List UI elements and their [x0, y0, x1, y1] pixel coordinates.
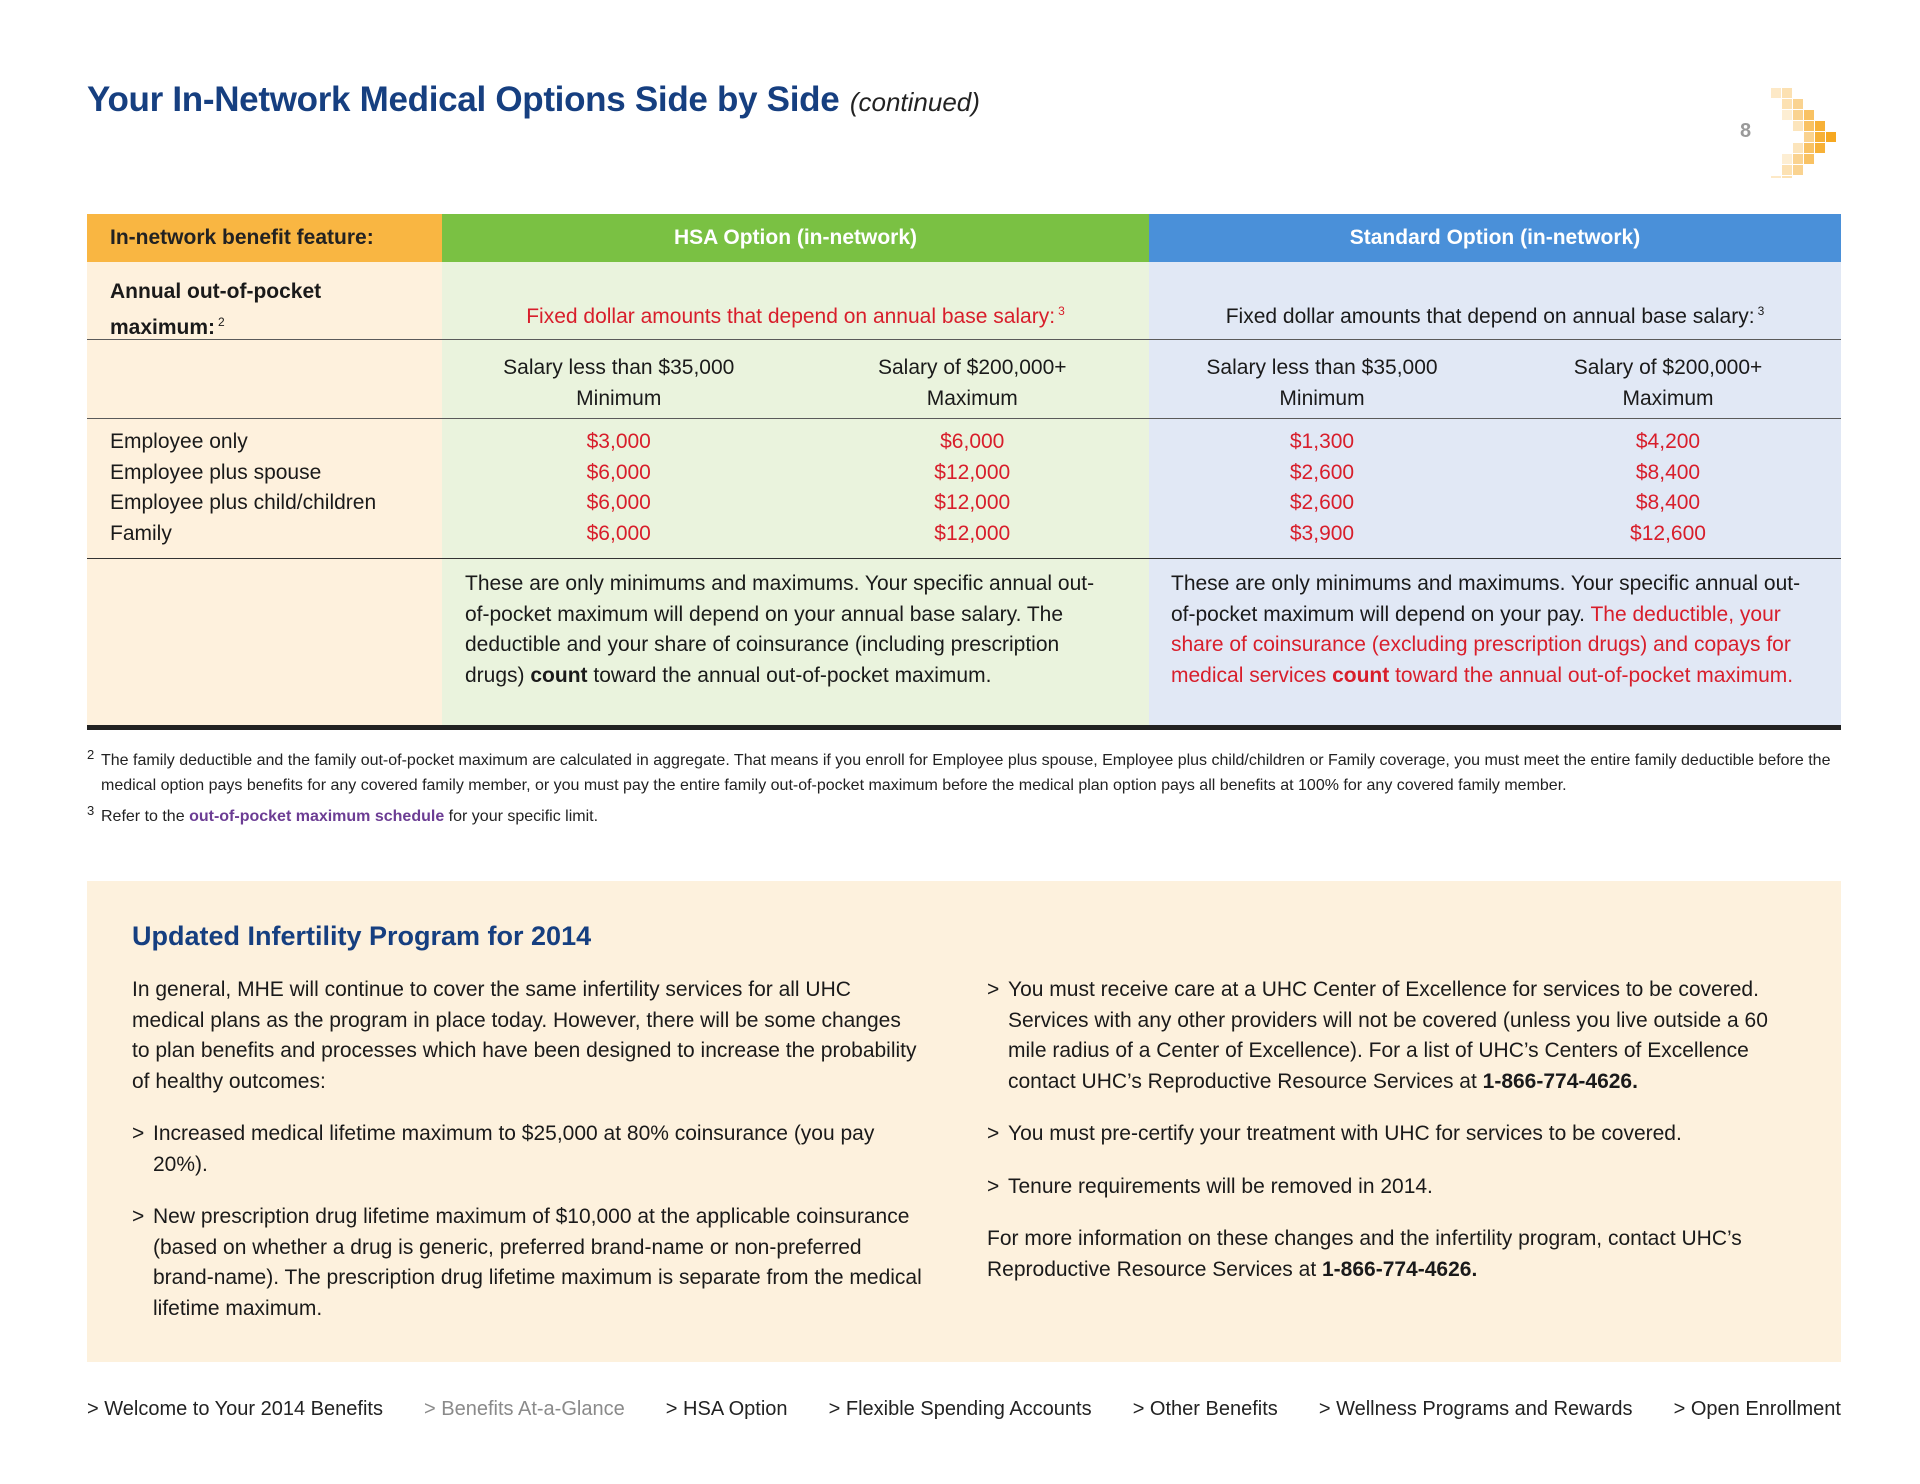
value-cell: $4,200 — [1635, 430, 1701, 453]
value-cell: $3,900 — [1289, 521, 1355, 545]
value-cell: $8,400 — [1635, 491, 1701, 514]
logo-square — [1815, 121, 1825, 131]
page-title-suffix: (continued) — [849, 87, 980, 117]
nav-link-hsa-option[interactable]: > HSA Option — [665, 1398, 788, 1420]
logo-square — [1782, 110, 1792, 120]
std-note: These are only minimums and maximums. Your specific annual out-of-pocket maximum will depend on your pay. The deductible, your share of coinsurance (excluding prescription drugs) and copays for medical services count toward the annual out-of-pocket maximum. — [1171, 572, 1801, 687]
footnote-3: 3 Refer to the out-of-pocket maximum schedule for your specific limit. — [87, 803, 599, 825]
value-cell: $12,000 — [934, 521, 1011, 545]
logo-square — [1771, 176, 1781, 178]
logo-square — [1804, 110, 1814, 120]
header-feature: In-network benefit feature: — [87, 214, 442, 262]
logo-square — [1793, 154, 1803, 164]
infertility-right-column — [987, 975, 1807, 1307]
value-cell: $6,000 — [586, 491, 651, 514]
hsa-minimum-values — [442, 427, 796, 549]
value-cell: $6,000 — [586, 521, 651, 545]
list-item: > You must receive care at a UHC Center of Excellence for services to be covered. Services with any other providers will not be covered (unless you live outside a 60 mile radius of a Center of Excellence). For a list of UHC’s Centers of Excellence contact UHC’s Reproductive Resource Services at 1-866-774-4626. — [987, 978, 1768, 1093]
hsa-low-salary-subhead: Salary less than $35,000 Minimum — [503, 356, 735, 410]
value-cell: $3,000 — [586, 430, 651, 453]
table-row-oop — [87, 262, 1841, 340]
phone-number: 1-866-774-4626. — [1322, 1257, 1478, 1281]
logo-square — [1804, 143, 1814, 153]
table-header-row — [87, 214, 1841, 262]
hsa-note: These are only minimums and maximums. Your specific annual out-of-pocket maximum will depend on your annual base salary. The deductible and your share of coinsurance (including prescription drugs) count toward the annual out-of-pocket maximum. — [465, 572, 1095, 687]
table-row-notes — [87, 558, 1841, 730]
value-cell: $12,000 — [934, 460, 1011, 484]
logo-square — [1793, 143, 1803, 153]
nav-link-wellness[interactable]: > Wellness Programs and Rewards — [1318, 1398, 1633, 1420]
oop-label: Annual out-of-pocket maximum: $^2$ — [110, 280, 322, 339]
infertility-title: Updated Infertility Program for 2014 — [132, 921, 592, 951]
category-label: Employee plus spouse — [110, 460, 322, 484]
std-high-salary-subhead: Salary of $200,000+ Maximum — [1573, 356, 1763, 410]
value-cell: $12,600 — [1630, 521, 1706, 545]
logo-square — [1793, 110, 1803, 120]
list-item: > Increased medical lifetime maximum to $25,000 at 80% coinsurance (you pay 20%). — [132, 1122, 875, 1176]
list-item: > You must pre-certify your treatment with UHC for services to be covered. — [987, 1122, 1682, 1145]
logo-square — [1782, 154, 1792, 164]
value-cell: $12,000 — [934, 491, 1011, 514]
footnote-ref-3: 3 — [1058, 304, 1065, 318]
logo-square — [1771, 88, 1781, 98]
infertility-left-column — [132, 975, 922, 1346]
medical-options-table — [87, 214, 1841, 730]
header-standard-option: Standard Option (in-network) — [1149, 214, 1841, 262]
logo-square — [1804, 121, 1814, 131]
std-low-salary-subhead: Salary less than $35,000 Minimum — [1206, 356, 1438, 410]
category-label: Family — [110, 521, 172, 545]
value-cell: $6,000 — [586, 460, 651, 484]
infertility-program-box — [87, 881, 1841, 1362]
logo-square — [1826, 132, 1836, 142]
std-minimum-values — [1149, 427, 1495, 549]
logo-square — [1782, 176, 1792, 178]
footnote-2: 2 The family deductible and the family out-of-pocket maximum are calculated in aggregate. That means if you enroll for Employee plus spouse, Employee plus child/children or Family coverage, you must meet the entire family deductible before the medical option pays benefits for any covered family member, or you must pay the entire family out-of-pocket maximum before the medical plan option pays all benefits at 100% for any covered family member. — [87, 747, 1831, 794]
chevron-arrow-logo-icon — [1763, 86, 1845, 178]
logo-square — [1815, 143, 1825, 153]
footnote-ref-3: 3 — [1757, 304, 1765, 318]
hsa-maximum-values — [796, 427, 1150, 549]
value-cell: $6,000 — [940, 430, 1005, 453]
logo-square — [1804, 132, 1814, 142]
coverage-categories — [110, 427, 376, 549]
footnotes — [87, 749, 1847, 830]
value-cell: $8,400 — [1635, 460, 1701, 484]
category-label: Employee plus child/children — [110, 491, 377, 514]
logo-square — [1815, 132, 1825, 142]
footnote-ref-2: 2 — [218, 315, 225, 329]
hsa-high-salary-subhead: Salary of $200,000+ Maximum — [877, 356, 1067, 410]
header-hsa-option: HSA Option (in-network) — [442, 214, 1149, 262]
logo-square — [1793, 99, 1803, 109]
category-label: Employee only — [110, 430, 248, 453]
logo-square — [1782, 88, 1792, 98]
table-row-subheads — [87, 340, 1841, 418]
logo-square — [1782, 99, 1792, 109]
value-cell: $1,300 — [1289, 430, 1355, 453]
logo-square — [1793, 165, 1803, 175]
phone-number: 1-866-774-4626. — [1482, 1069, 1638, 1093]
nav-link-other-benefits[interactable]: > Other Benefits — [1132, 1398, 1278, 1420]
page-title-wrap — [87, 80, 980, 120]
list-item: > Tenure requirements will be removed in 2014. — [987, 1174, 1433, 1198]
std-fixed-amounts: Fixed dollar amounts that depend on annual base salary: $^3$ — [1225, 304, 1765, 328]
list-item: > New prescription drug lifetime maximum of $10,000 at the applicable coinsurance (based on whether a drug is generic, preferred brand-name or non-preferred brand-name). The prescription drug lifetime maximum is separate from the medical lifetime maximum. — [132, 1205, 922, 1320]
oop-schedule-link[interactable]: out-of-pocket maximum schedule — [189, 808, 445, 825]
nav-link-welcome[interactable]: > Welcome to Your 2014 Benefits — [87, 1398, 383, 1420]
logo-square — [1782, 165, 1792, 175]
nav-link-open-enrollment[interactable]: > Open Enrollment — [1673, 1398, 1841, 1420]
std-maximum-values — [1495, 427, 1841, 549]
logo-square — [1793, 121, 1803, 131]
page-number: 8 — [1740, 120, 1752, 142]
page-title: Your In-Network Medical Options Side by Side — [87, 80, 840, 119]
value-cell: $2,600 — [1289, 491, 1355, 514]
hsa-fixed-amounts: Fixed dollar amounts that depend on annual base salary: $^3$ — [526, 304, 1065, 328]
infertility-closing: For more information on these changes and the infertility program, contact UHC’s Reproductive Resource Services at 1-866-774-4626. — [987, 1227, 1742, 1281]
value-cell: $2,600 — [1289, 460, 1355, 484]
infertility-intro: In general, MHE will continue to cover the same infertility services for all UHC medical plans as the program in place today. However, there will be some changes to plan benefits and processes which have been designed to increase the probability of healthy outcomes: — [132, 978, 917, 1093]
table-row-values — [87, 418, 1841, 558]
nav-link-benefits-at-a-glance[interactable]: > Benefits At-a-Glance — [424, 1398, 625, 1420]
logo-square — [1804, 154, 1814, 164]
bottom-nav — [87, 1398, 1841, 1421]
nav-link-flexible-spending[interactable]: > Flexible Spending Accounts — [828, 1398, 1092, 1420]
